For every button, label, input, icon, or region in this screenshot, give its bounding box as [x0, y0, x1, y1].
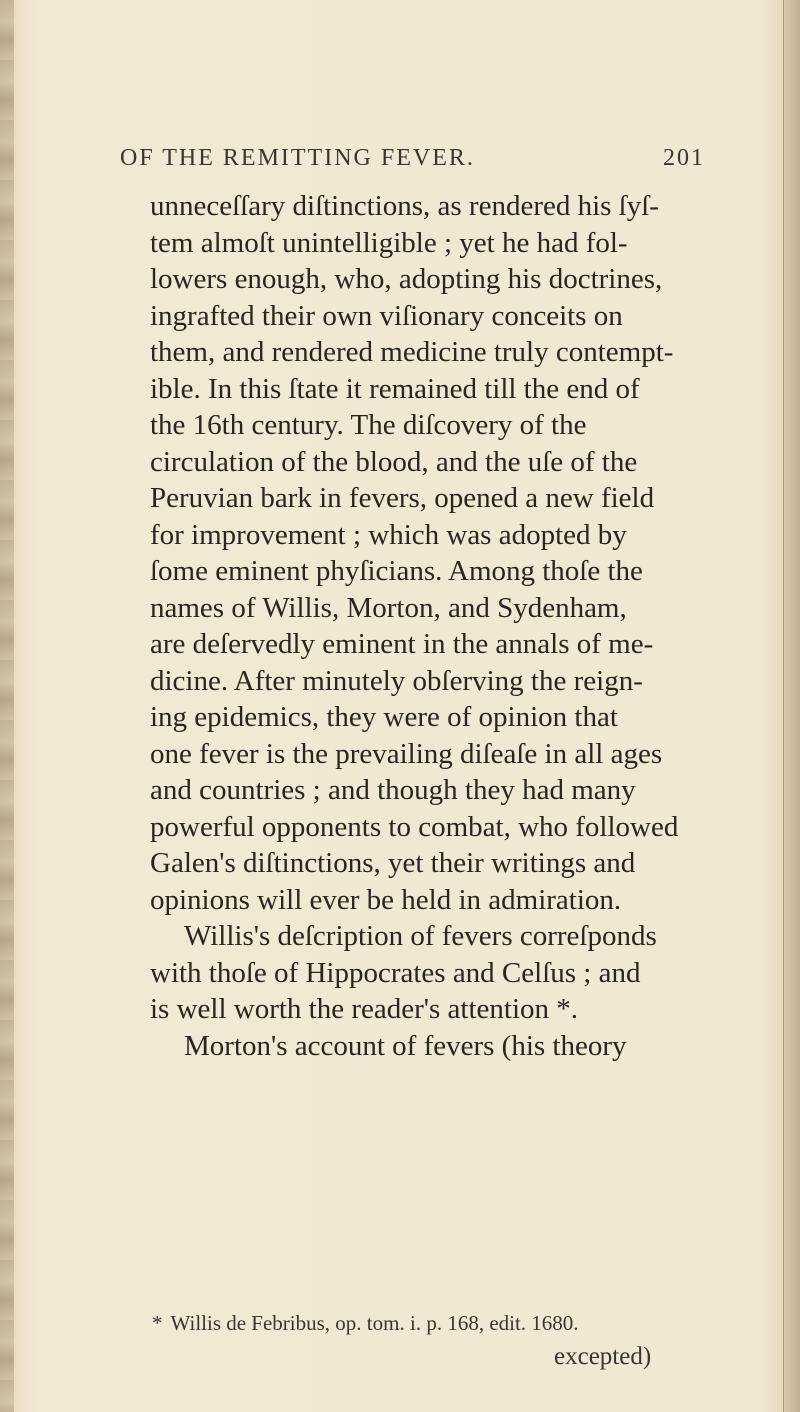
- text-line: them, and rendered medicine truly contempt-: [150, 336, 674, 368]
- text-line: ing epidemics, they were of opinion that: [150, 701, 618, 733]
- text-line: and countries ; and though they had many: [150, 774, 636, 806]
- text-line: ſome eminent phyſicians. Among thoſe the: [150, 555, 643, 587]
- footnote: [150, 1311, 710, 1336]
- text-line: the 16th century. The diſcovery of the: [150, 409, 587, 441]
- page-edge-left: [0, 0, 14, 1412]
- text-line: opinions will ever be held in admiration.: [150, 883, 622, 916]
- text-line: one fever is the prevailing diſeaſe in all ages: [150, 737, 663, 770]
- text-line: with thoſe of Hippocrates and Celſus ; and: [150, 956, 641, 989]
- text-line: for improvement ; which was adopted by: [150, 518, 627, 551]
- text-line: ingrafted their own viſionary conceits on: [150, 299, 623, 332]
- text-line: circulation of the blood, and the uſe of the: [150, 445, 638, 478]
- text-line: Galen's diſtinctions, yet their writings and: [150, 847, 636, 879]
- text-line: Willis's deſcription of fevers correſponds: [184, 920, 657, 952]
- page-edge-right: [783, 0, 800, 1412]
- text-line: unneceſſary diſtinctions, as rendered his ſyſ-: [150, 190, 659, 222]
- text-line: ible. In this ſtate it remained till the end of: [150, 372, 640, 405]
- body-text: [150, 188, 710, 1064]
- text-line: tem almoſt unintelligible ; yet he had fol-: [150, 226, 628, 259]
- page-number: 201: [663, 145, 705, 171]
- text-line: names of Willis, Morton, and Sydenham,: [150, 591, 627, 624]
- text-line: Morton's account of fevers (his theory: [184, 1029, 627, 1062]
- text-line: Peruvian bark in fevers, opened a new field: [150, 482, 655, 514]
- running-title: OF THE REMITTING FEVER.: [120, 145, 475, 171]
- text-line: lowers enough, who, adopting his doctrines,: [150, 263, 663, 295]
- catchword: excepted): [554, 1343, 652, 1370]
- text-line: is well worth the reader's attention *.: [150, 993, 579, 1025]
- text-line: are deſervedly eminent in the annals of me-: [150, 628, 654, 660]
- footnote-text: Willis de Febribus, op. tom. i. p. 168, edit. 1680.: [170, 1311, 579, 1335]
- footnote-mark: *: [152, 1311, 163, 1335]
- text-line: dicine. After minutely obſerving the reign-: [150, 664, 643, 697]
- text-line: powerful opponents to combat, who followed: [150, 810, 679, 843]
